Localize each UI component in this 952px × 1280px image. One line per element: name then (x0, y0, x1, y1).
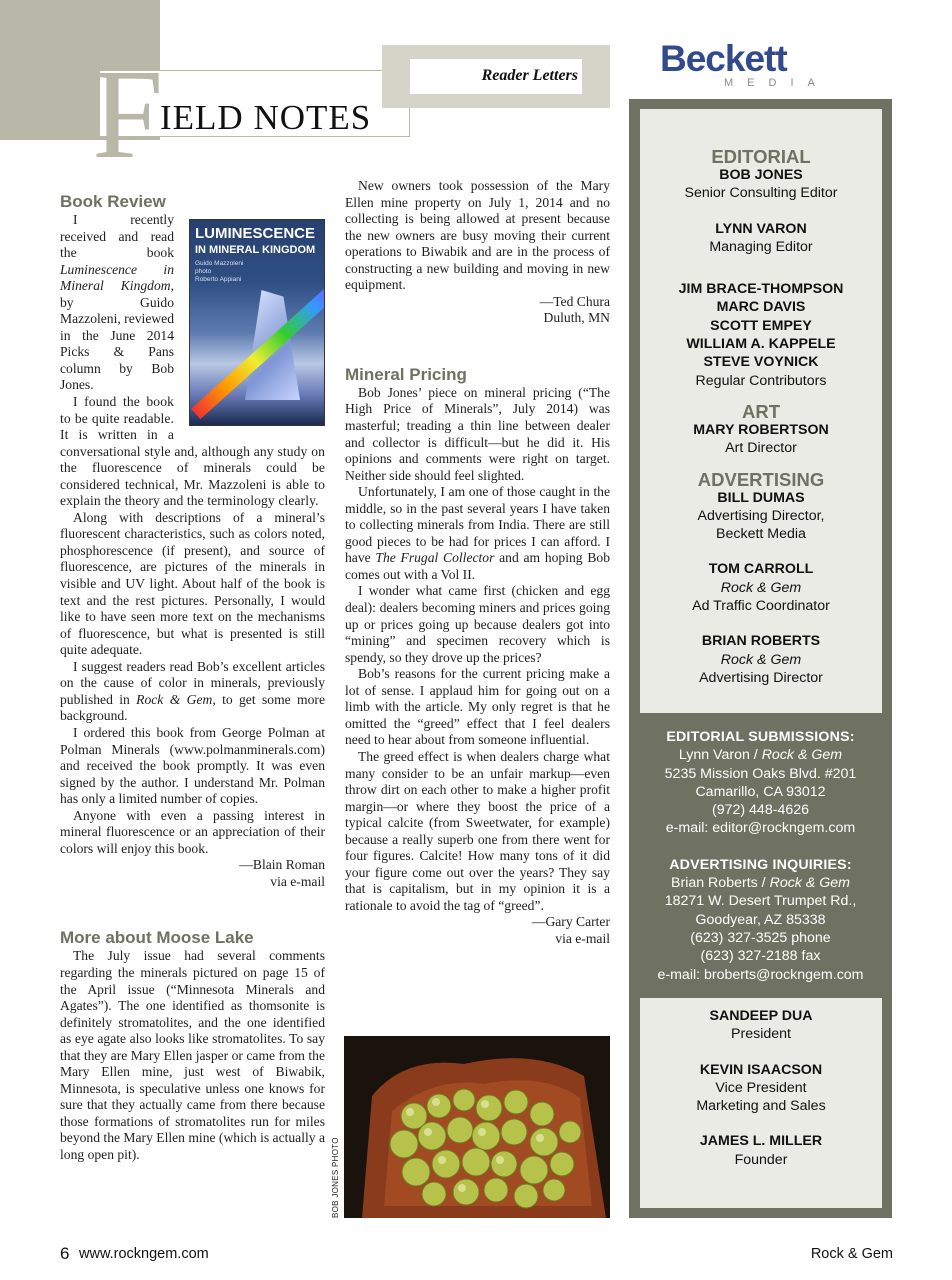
executive-role: Marketing and Sales (696, 1098, 826, 1115)
executive-role: Founder (734, 1151, 788, 1168)
executive-role: Vice President (715, 1079, 807, 1096)
page-number: 6 (60, 1244, 70, 1263)
moose-lake-paragraph-1: The July issue had several comments regarding the minerals pictured on page 15 of the April issue (“Minnesota Minerals and Agates”). The one identified as thomsonite is definitely stromatolites, and the one identified as eye agate also looks like stromatolites. To say that they are Mary Ellen jasper or came from the Mary Ellen mine, just west of Biwabik, Minnesota, is speculative unless one knows for sure that they actually came from there because those formations of stromatolites run for miles beyond the Mary Ellen mine (which is actually a long open pit). (60, 948, 325, 1162)
book-review-paragraph-2: I found the book to be quite readable. It is written in a conversational style and, although any study on the fluorescence of minerals could be considered technical, Mr. Mazzoleni is able to explain the theory and the terminology clearly. (60, 394, 325, 509)
submissions-email: e-mail: editor@rockngem.com (665, 820, 856, 837)
book-review-paragraph-6: Anyone with even a passing interest in mineral fluorescence or an appreciation of their colors will enjoy this book. (60, 807, 325, 856)
photo-credit: BOB JONES PHOTO (331, 1137, 340, 1218)
book-review-signature-place: via e-mail (270, 873, 325, 889)
inquiries-email: e-mail: broberts@rockngem.com (657, 966, 864, 983)
moose-lake-paragraph-2: New owners took possession of the Mary Ellen mine property on July 1, 2014 and no collecting is being allowed at present because the new owners are busy moving their current operations to Biwabik and are in the process of constructing a new building and moving in new equipment. (345, 178, 610, 293)
contributor-name: SCOTT EMPEY (710, 317, 812, 334)
column-1 (60, 192, 325, 1164)
mineral-photo (344, 1036, 610, 1218)
executive-name: JAMES L. MILLER (699, 1133, 823, 1150)
masthead-executives-list (640, 1007, 882, 1169)
contributor-name: WILLIAM A. KAPPELE (686, 336, 836, 353)
staff-role: Ad Traffic Coordinator (692, 598, 830, 615)
submissions-contact: Lynn Varon / Rock & Gem (678, 747, 843, 764)
beckett-media-logo (660, 40, 860, 90)
staff-role: Advertising Director (699, 669, 823, 686)
inquiries-address-2: Goodyear, AZ 85338 (695, 911, 826, 928)
book-cover-authors: Guido Mazzoleni photo Roberto Appiani (195, 260, 244, 283)
inquiries-contact: Brian Roberts / Rock & Gem (671, 875, 850, 892)
contributor-name: STEVE VOYNICK (703, 354, 819, 371)
book-cover-subtitle: IN MINERAL KINGDOM (195, 244, 316, 256)
book-cover-image (189, 219, 325, 426)
executive-name: SANDEEP DUA (709, 1008, 813, 1024)
moose-lake-signature-place: Duluth, MN (543, 310, 610, 326)
staff-role: Senior Consulting Editor (684, 185, 838, 202)
logo-wordmark: Beckett (660, 38, 787, 79)
section-title: IELD NOTES (160, 98, 372, 137)
book-review-heading: Book Review (60, 192, 166, 211)
staff-name: TOM CARROLL (708, 561, 814, 578)
footer-url: www.rockngem.com (79, 1246, 209, 1262)
mineral-pricing-paragraph-5: The greed effect is when dealers charge what many consider to be an unfair markup—even throw dirt on each other to make a higher profit margin—or where they boost the price of a typical calcite (from Sweetwater, for example) because a really superb one from there went for four figures. Calcite! How many tons of it did your figure come out over the years? They say that is capitalism, but in my opinion it is a rationale to avoid the tag of “greed”. (345, 748, 610, 913)
mineral-pricing-paragraph-2: Unfortunately, I am one of those caught in the middle, so in the past several years I have taken to collecting minerals from India. There are still good pieces to be had for prices I can afford. I have The Frugal Collector and am hoping Bob comes out with a Vol II. (345, 484, 610, 582)
inquiries-address-1: 18271 W. Desert Trumpet Rd., (664, 893, 857, 910)
book-review-paragraph-4: I suggest readers read Bob’s excellent articles on the cause of color in minerals, previously published in Rock & Gem, to get some more background. (60, 658, 325, 724)
submissions-phone: (972) 448-4626 (711, 802, 810, 819)
masthead (629, 99, 892, 1218)
staff-name: BRIAN ROBERTS (701, 633, 821, 650)
book-review-paragraph-1: I recently received and read the book Luminescence in Mineral Kingdom, by Guido Mazzoleni, reviewed in the June 2014 Picks & Pans column by Bob Jones. (60, 212, 174, 393)
logo-subtitle: MEDIA (724, 77, 829, 89)
staff-role: Advertising Director, (697, 507, 825, 524)
inquiries-fax: (623) 327-2188 fax (700, 948, 821, 965)
inquiries-heading: ADVERTISING INQUIRIES: (669, 856, 852, 873)
contributor-name: JIM BRACE-THOMPSON (678, 281, 844, 298)
mineral-pricing-paragraph-3: I wonder what came first (chicken and egg deal): dealers becoming miners and prices going up or prices going up because dealers got into “mining” and specimen recovery which is spendy, so they drove up the prices? (345, 583, 610, 665)
inquiries-phone: (623) 327-3525 phone (690, 929, 831, 946)
executive-name: KEVIN ISAACSON (699, 1061, 823, 1078)
masthead-contact (629, 728, 892, 984)
book-cover-title: LUMINESCENCE (195, 225, 316, 242)
art-heading: ART (741, 400, 781, 422)
staff-role: Managing Editor (709, 238, 813, 255)
mineral-pricing-paragraph-4: Bob’s reasons for the current pricing make a lot of sense. I applaud him for going out on a limb with the article. My only regret is that he omitted the “greed” effect that I feel dealers need to hear about from someone influential. (345, 666, 610, 748)
reader-letters-label: Reader Letters (481, 67, 578, 84)
footer-magazine-name: Rock & Gem (810, 1246, 893, 1262)
staff-name: BILL DUMAS (717, 489, 805, 506)
submissions-address-2: Camarillo, CA 93012 (695, 783, 826, 800)
staff-publication: Rock & Gem (720, 651, 802, 668)
staff-role: Beckett Media (716, 526, 806, 543)
staff-name: LYNN VARON (715, 220, 807, 237)
masthead-staff-box (640, 109, 882, 713)
mineral-pricing-paragraph-1: Bob Jones’ piece on mineral pricing (“The High Price of Minerals”, July 2014) was masterful; treading a thin line between dealer and collector is difficult—but he did it. His opinions and comments were right on target. Neither side should feel slighted. (345, 384, 610, 483)
mineral-pricing-signature-name: —Gary Carter (531, 914, 610, 930)
masthead-staff-list (640, 147, 882, 687)
moose-lake-signature-name: —Ted Chura (539, 293, 610, 309)
contributors-role: Regular Contributors (695, 372, 827, 389)
submissions-address-1: 5235 Mission Oaks Blvd. #201 (664, 765, 857, 782)
mineral-pricing-heading: Mineral Pricing (345, 364, 467, 384)
section-initial: F (92, 43, 164, 185)
column-2 (345, 178, 610, 948)
masthead-executives-box (640, 998, 882, 1208)
executive-role: President (731, 1026, 791, 1043)
book-review-paragraph-3: Along with descriptions of a mineral’s fluorescent characteristics, such as colors noted, phosphorescence (if present), and source of fluorescence, are pictures of the minerals in visible and UV light. About half of the book is text and the rest pictures. Personally, I would like to have seen more text on the mechanisms of fluorescence, but what is presented is still quite adequate. (60, 509, 325, 658)
staff-role: Art Director (725, 440, 797, 457)
staff-publication: Rock & Gem (720, 579, 802, 596)
mineral-pricing-signature-place: via e-mail (555, 930, 610, 946)
staff-name: BOB JONES (719, 167, 803, 183)
staff-name: MARY ROBERTSON (693, 421, 829, 438)
book-review-signature-name: —Blain Roman (239, 857, 325, 873)
book-review-paragraph-5: I ordered this book from George Polman at Polman Minerals (www.polmanminerals.com) and received the book promptly. It was even signed by the author. I understand Mr. Polman has only a limited number of copies. (60, 724, 325, 807)
submissions-heading: EDITORIAL SUBMISSIONS: (666, 729, 855, 745)
contributor-name: MARC DAVIS (716, 299, 806, 316)
moose-lake-heading: More about Moose Lake (60, 928, 254, 948)
advertising-heading: ADVERTISING (697, 468, 825, 490)
editorial-heading: EDITORIAL (711, 146, 811, 167)
